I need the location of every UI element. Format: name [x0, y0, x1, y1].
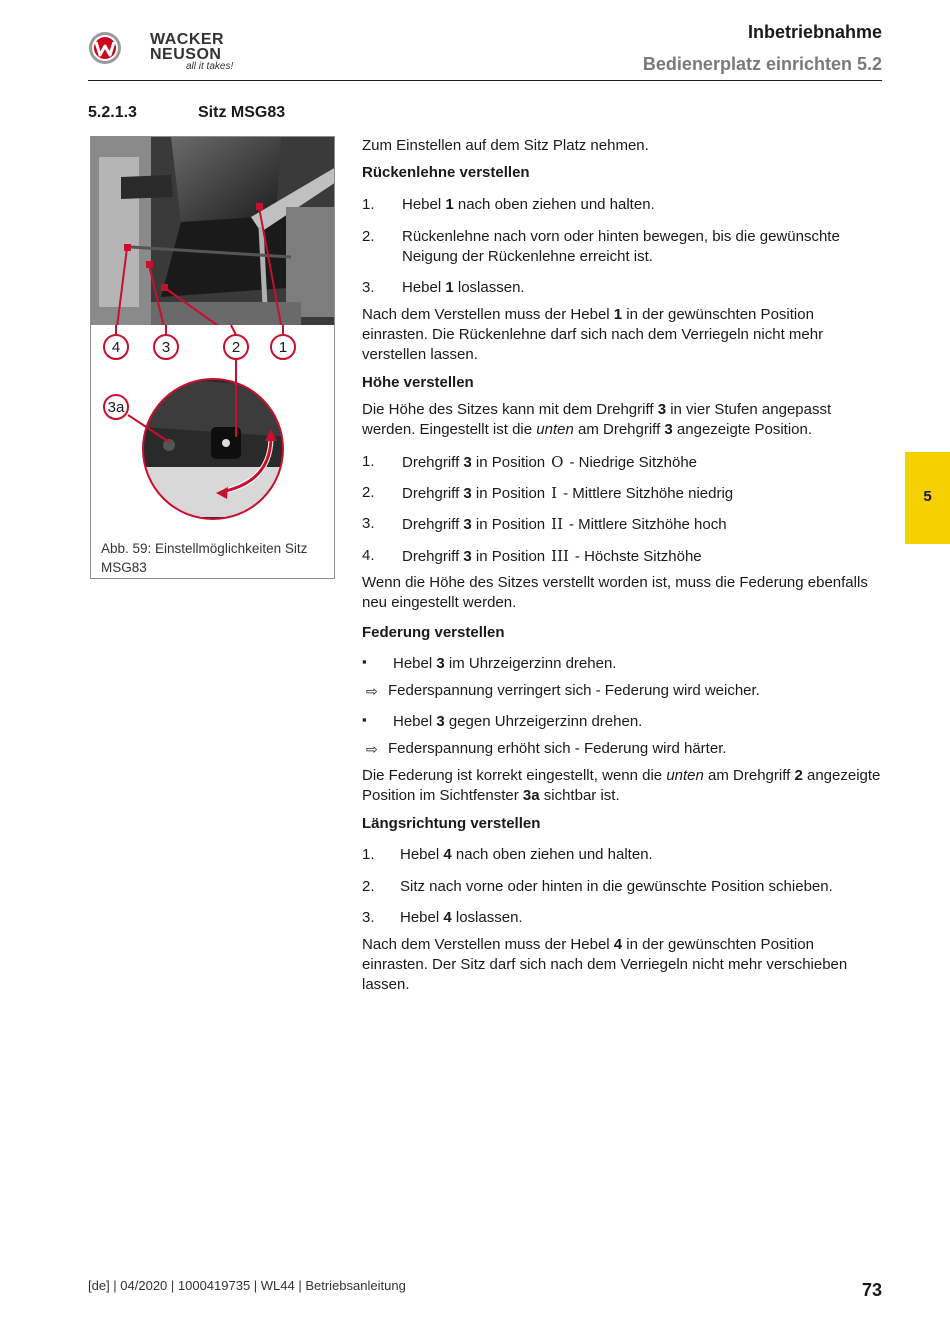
chapter-tab-number: 5	[923, 488, 932, 505]
list-item: 1. Drehgriff 3 in Position O - Niedrige Sitzhöhe	[362, 453, 698, 471]
height-intro: Die Höhe des Sitzes kann mit dem Drehgriff 3 in vier Stufen angepasst werden. Eingestellt ist die unten am Drehgriff 3 angezeigte Position.	[362, 401, 832, 438]
figure-caption: Abb. 59: Einstellmöglichkeiten Sitz MSG83	[101, 541, 308, 575]
position-symbol: III	[551, 547, 569, 565]
footer-text: [de] | 04/2020 | 1000419735 | WL44 | Betriebsanleitung	[88, 1278, 406, 1293]
list-item: 2. Drehgriff 3 in Position I - Mittlere Sitzhöhe niedrig	[362, 484, 734, 502]
suspension-note: Die Federung ist korrekt eingestellt, wenn die unten am Drehgriff 2 angezeigte Position im Sichtfenster 3a sichtbar ist.	[362, 767, 881, 804]
suspension-heading: Federung verstellen	[362, 624, 505, 641]
position-symbol: II	[551, 515, 563, 533]
header-rule	[88, 80, 882, 81]
result-item: ⇨ Federspannung erhöht sich - Federung wird härter.	[366, 740, 727, 757]
position-symbol: I	[551, 484, 558, 502]
callout-2: 2	[231, 339, 241, 356]
intro-text: Zum Einstellen auf dem Sitz Platz nehmen.	[362, 137, 649, 154]
header-section-title: Bedienerplatz einrichten 5.2	[642, 54, 882, 74]
brand-slogan: all it takes!	[186, 61, 234, 72]
result-arrow-icon: ⇨	[366, 741, 378, 757]
list-item: 1. Hebel 4 nach oben ziehen und halten.	[362, 846, 653, 863]
callout-1: 1	[278, 339, 288, 356]
section-number: 5.2.1.3	[88, 104, 137, 121]
brand-wordmark: WACKER NEUSON	[150, 31, 225, 63]
bullet-item: ▪ Hebel 3 gegen Uhrzeigerzinn drehen.	[362, 712, 643, 730]
list-item: 3. Hebel 4 loslassen.	[362, 909, 523, 926]
callout-3a: 3a	[107, 399, 125, 416]
bullet-item: ▪ Hebel 3 im Uhrzeigerzinn drehen.	[362, 654, 617, 672]
result-arrow-icon: ⇨	[366, 683, 378, 699]
result-item: ⇨ Federspannung verringert sich - Federung wird weicher.	[366, 682, 760, 699]
list-item: 3. Drehgriff 3 in Position II - Mittlere Sitzhöhe hoch	[362, 515, 727, 533]
bullet-square-icon: ▪	[362, 654, 367, 669]
wacker-neuson-logo	[88, 26, 238, 76]
longitudinal-note: Nach dem Verstellen muss der Hebel 4 in der gewünschten Position einrasten. Der Sitz darf sich nach dem Verriegeln nicht mehr verschieben lassen.	[362, 936, 848, 993]
section-heading	[88, 104, 285, 122]
list-item: 2. Rückenlehne nach vorn oder hinten bewegen, bis die gewünschte Neigung der Rückenlehne erreicht ist.	[362, 228, 840, 265]
list-item: 1. Hebel 1 nach oben ziehen und halten.	[362, 196, 655, 213]
height-heading: Höhe verstellen	[362, 374, 474, 391]
list-item: 4. Drehgriff 3 in Position III - Höchste Sitzhöhe	[362, 547, 702, 565]
bullet-square-icon: ▪	[362, 712, 367, 727]
callout-4: 4	[111, 339, 121, 356]
backrest-note: Nach dem Verstellen muss der Hebel 1 in der gewünschten Position einrasten. Die Rückenlehne darf sich nach dem Verriegeln nicht mehr verstellen lassen.	[362, 306, 824, 363]
backrest-heading: Rückenlehne verstellen	[362, 164, 530, 181]
section-title: Sitz MSG83	[198, 104, 286, 121]
callout-3: 3	[161, 339, 171, 356]
chapter-tab	[905, 452, 950, 544]
list-item: 3. Hebel 1 loslassen.	[362, 279, 525, 296]
page-number: 73	[861, 1280, 882, 1300]
seat-figure	[90, 136, 335, 579]
header-chapter-title: Inbetriebnahme	[747, 22, 882, 42]
longitudinal-heading: Längsrichtung verstellen	[362, 815, 541, 832]
position-symbol: O	[551, 453, 564, 471]
height-note: Wenn die Höhe des Sitzes verstellt worden ist, muss die Federung ebenfalls neu eingestellt werden.	[362, 574, 868, 611]
seat-photo-illustration	[91, 137, 335, 537]
list-item: 2. Sitz nach vorne oder hinten in die gewünschte Position schieben.	[362, 878, 833, 895]
